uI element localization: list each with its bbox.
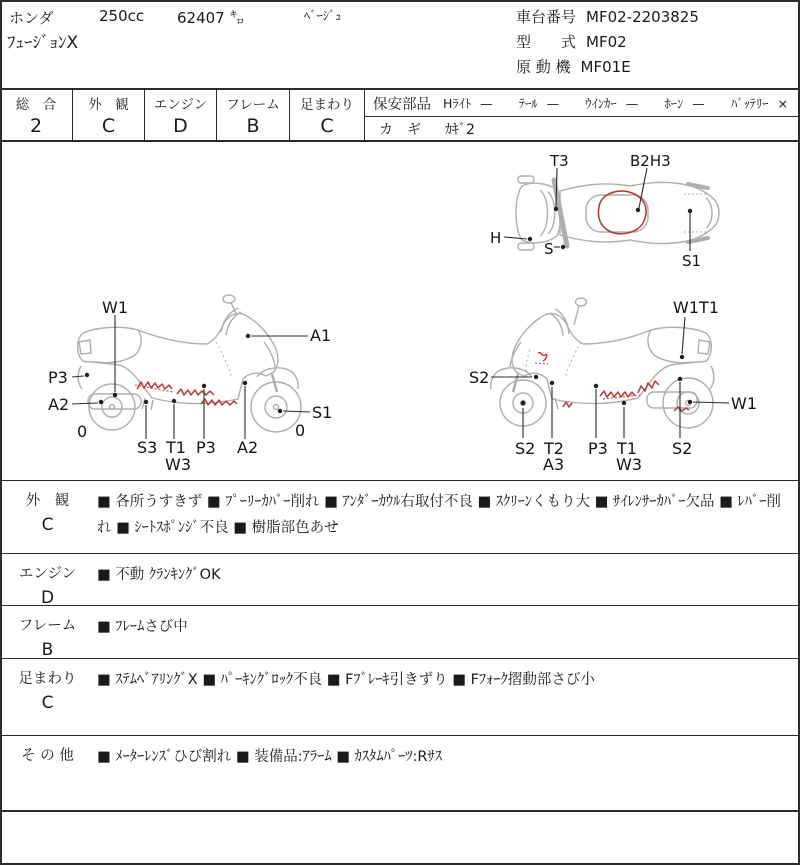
safety-item-tail-label: ﾃｰﾙ: [518, 96, 538, 111]
label-p3-bottom: P3: [196, 438, 216, 457]
rating-frame-label: フレーム: [226, 97, 280, 113]
label-s3: S3: [137, 438, 158, 457]
safety-item-headlight: [443, 94, 493, 112]
rating-undercarriage: [290, 90, 365, 140]
comment-row-other-label: そ の 他: [21, 748, 74, 764]
model-name: ﾌｭｰｼﾞｮﾝX: [7, 33, 79, 53]
label-s2-bottom-right: S2: [672, 439, 693, 458]
right-view-leader-lines: [491, 317, 729, 438]
comment-row-undercarriage-header: [0, 667, 95, 713]
rating-overall-label: 総 合: [15, 97, 57, 113]
chassis-number-label: 車台番号: [516, 8, 577, 26]
rating-overall: [0, 90, 73, 140]
safety-parts-title: 保安部品: [373, 96, 431, 113]
comment-row-engine-label: エンジン: [18, 566, 77, 582]
label-w1t1: W1T1: [673, 298, 719, 317]
safety-item-winker: [585, 94, 638, 112]
rating-frame-grade: B: [246, 115, 260, 137]
type-label: 型 式: [516, 33, 577, 51]
comment-row-engine-header: [0, 562, 95, 608]
bike-left-view-diagram: [25, 282, 337, 472]
safety-parts-items: [443, 94, 788, 112]
comment-row-undercarriage: [0, 658, 798, 735]
comment-row-exterior-grade: C: [41, 515, 54, 535]
rating-exterior-grade: C: [101, 115, 116, 137]
safety-item-tail-value: —: [546, 95, 560, 111]
comment-row-frame-text: ■ ﾌﾚｰﾑさび中: [97, 619, 188, 635]
displacement: 250cc: [99, 7, 145, 25]
label-zero-front: 0: [295, 421, 306, 440]
label-h: H: [490, 229, 502, 247]
key-row: [365, 117, 798, 140]
label-t1: T1: [166, 438, 186, 457]
right-view-leader-dots: [521, 355, 692, 405]
rating-undercarriage-label: 足まわり: [300, 97, 354, 113]
label-a2: A2: [48, 395, 70, 414]
left-view-leader-lines: [72, 315, 310, 439]
safety-item-winker-label: ｳｲﾝｶｰ: [585, 96, 617, 111]
rating-frame: [217, 90, 290, 140]
label-a3: A3: [543, 455, 565, 472]
engine-label: 原 動 機: [516, 58, 571, 76]
damage-circle-annotation: [598, 191, 646, 234]
safety-item-headlight-value: —: [480, 95, 493, 111]
key-label: カ ギ: [379, 121, 421, 138]
comment-row-engine: [0, 553, 798, 608]
comment-row-other-header: [0, 744, 95, 770]
top-view-labels: [490, 152, 701, 270]
bike-top-view-diagram: [470, 146, 792, 282]
label-t3: T3: [550, 152, 569, 170]
engine-row: [516, 56, 631, 77]
engine-value: MF01E: [580, 58, 631, 76]
comment-row-engine-text: ■ 不動 ｸﾗﾝｷﾝｸﾞOK: [97, 567, 221, 583]
rating-exterior: [73, 90, 145, 140]
ratings-bar: [0, 88, 798, 142]
rating-overall-grade: 2: [29, 115, 43, 137]
comment-row-exterior-label: 外 観: [25, 493, 70, 509]
rating-undercarriage-grade: C: [320, 115, 334, 137]
label-t2: T2: [544, 439, 564, 458]
safety-parts-row: [365, 90, 798, 117]
label-a2-bottom: A2: [237, 438, 259, 457]
comment-row-engine-grade: D: [40, 588, 55, 608]
label-w1: W1: [731, 394, 757, 413]
safety-item-battery-label: ﾊﾞｯﾃﾘｰ: [730, 96, 769, 111]
safety-item-horn-label: ﾎｰﾝ: [664, 96, 684, 111]
comment-row-exterior-text: ■ 各所うすきず ■ ﾌﾟｰﾘｰｶﾊﾞｰ削れ ■ ｱﾝﾀﾞｰｶｳﾙ右取付不良 ■ ｽｸﾘｰﾝくもり大 ■ ｻｲﾚﾝｻｰｶﾊﾞｰ欠品 ■ ﾚﾊﾞｰ削れ ■ ｼｰﾄｽﾎﾟﾝｼﾞ不良 ■ 樹脂部色あせ: [97, 494, 781, 536]
label-s2: S2: [469, 368, 490, 387]
safety-item-winker-value: —: [625, 95, 639, 111]
label-a1: A1: [310, 326, 332, 345]
mileage: 62407 ㌔: [177, 9, 245, 27]
safety-item-battery: [731, 94, 788, 112]
comment-row-frame-label: フレーム: [18, 618, 77, 634]
bike-right-view-diagram: [435, 282, 765, 472]
maker-name: ホンダ: [9, 9, 54, 27]
left-view-labels: [48, 298, 332, 472]
label-s1: S1: [312, 403, 333, 422]
comment-row-undercarriage-grade: C: [41, 693, 54, 713]
label-s1: S1: [682, 252, 702, 270]
rating-exterior-label: 外 観: [88, 97, 129, 113]
label-w3: W3: [616, 455, 642, 472]
label-s: S: [544, 240, 554, 258]
safety-item-horn-value: —: [692, 95, 705, 111]
label-s2-bottom-left: S2: [515, 439, 536, 458]
bike-top-view-outline: [516, 176, 719, 250]
comment-row-other: [0, 735, 798, 810]
label-zero-rear: 0: [77, 422, 88, 441]
comment-row-exterior-header: [0, 489, 95, 535]
right-view-labels: [469, 298, 757, 472]
empty-row: [0, 810, 798, 863]
label-p3: P3: [588, 439, 608, 458]
comment-row-other-text: ■ ﾒｰﾀｰﾚﾝｽﾞひび割れ ■ 装備品:ｱﾗｰﾑ ■ ｶｽﾀﾑﾊﾟｰﾂ:Rｻｽ: [97, 749, 442, 765]
safety-item-headlight-label: Hﾗｲﾄ: [443, 96, 472, 111]
comment-row-undercarriage-label: 足まわり: [18, 671, 77, 687]
comment-row-frame-header: [0, 614, 95, 660]
safety-item-tail: [519, 94, 559, 112]
comment-row-undercarriage-text: ■ ｽﾃﾑﾍﾞｱﾘﾝｸﾞX ■ ﾊﾟｰｷﾝｸﾞﾛｯｸ不良 ■ Fﾌﾞﾚｰｷ引きずり ■ Fﾌｫｰｸ摺動部さび小: [97, 672, 595, 688]
label-p3: P3: [48, 368, 68, 387]
label-t1: T1: [617, 439, 637, 458]
key-value: ｶｷﾞ2: [445, 121, 475, 138]
body-color: ﾍﾞｰｼﾞｭ: [304, 8, 342, 23]
safety-item-horn: [664, 94, 704, 112]
type-value: MF02: [586, 33, 627, 51]
comment-row-frame: [0, 605, 798, 658]
label-w3: W3: [165, 455, 191, 472]
label-b2h3: B2H3: [630, 152, 671, 170]
rating-engine-label: エンジン: [153, 97, 208, 113]
safety-item-battery-value: ×: [777, 95, 788, 111]
type-row: [516, 31, 627, 52]
label-w1: W1: [102, 298, 128, 317]
safety-parts-cell: [365, 90, 798, 140]
chassis-number-value: MF02-2203825: [586, 8, 699, 26]
rating-engine-grade: D: [173, 115, 188, 137]
rating-engine: [145, 90, 217, 140]
comment-row-frame-grade: B: [41, 640, 54, 660]
comment-row-exterior: [0, 480, 798, 553]
chassis-number-row: [516, 6, 699, 27]
